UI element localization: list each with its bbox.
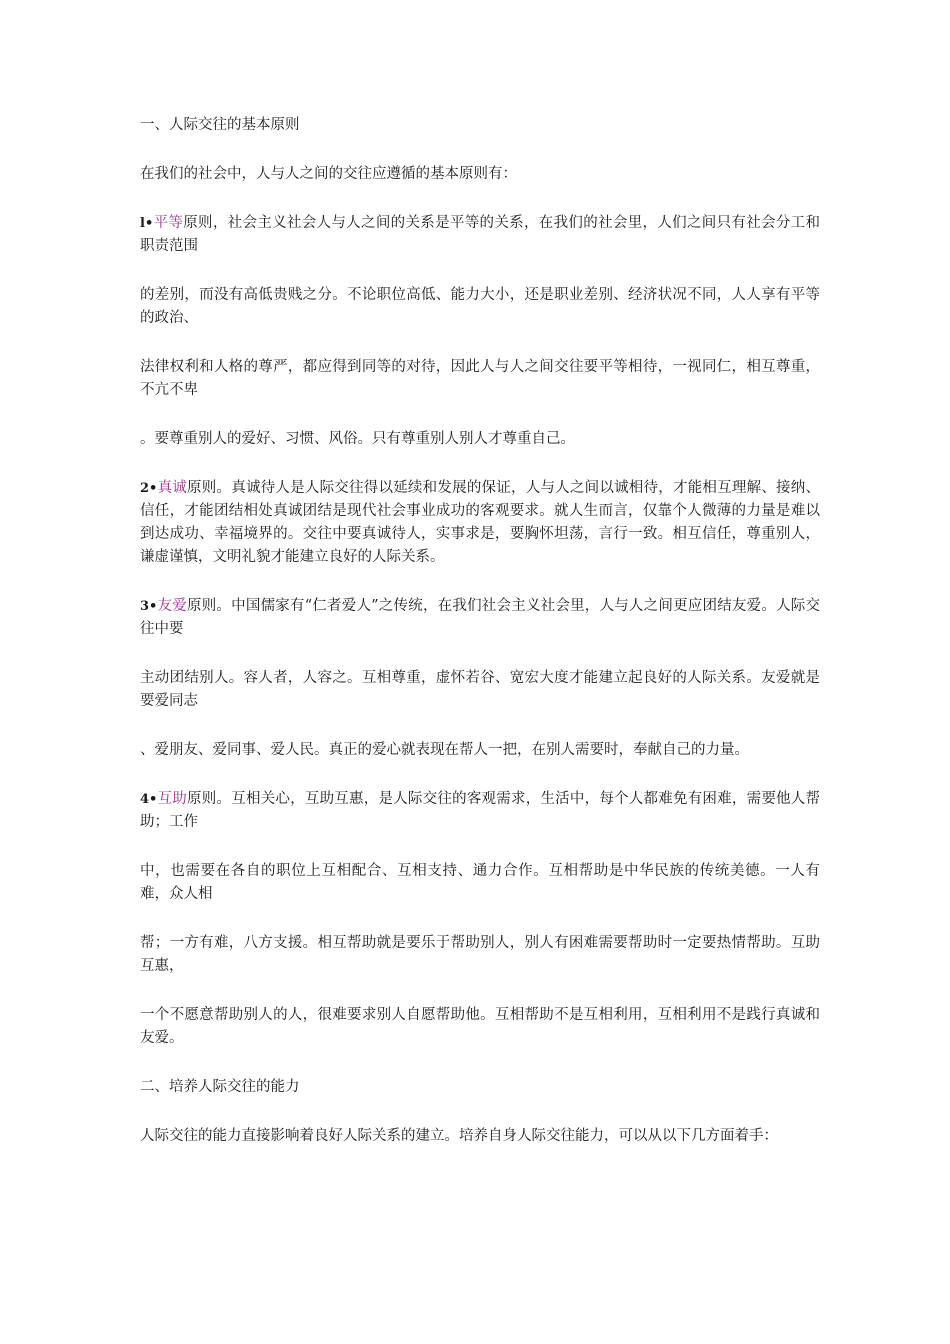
paragraph-text: 原则。真诚待人是人际交往得以延续和发展的保证，人与人之间以诚相待，才能相互理解、接纳、信任，才能团结相处真诚团结是现代社会事业成功的客观要求。就人生而言，仅靠个人微薄的力量是难以到达成功、幸福境界的。交往中要真诚待人，实事求是，要胸怀坦荡，言行一致。相互信任，尊重别人，谦虚谨慎，文明礼貌才能建立良好的人际关系。 — [140, 480, 821, 565]
paragraph-text: 原则。中国儒家有“仁者爱人”之传统，在我们社会主义社会里，人与人之间更应团结友爱。人际交往中要 — [140, 598, 820, 637]
principle-friendship-paragraph — [140, 595, 820, 641]
document-page — [140, 114, 820, 1174]
equality-continued-3: 。要尊重别人的爱好、习惯、风俗。只有尊重别人别人才尊重自己。 — [140, 431, 575, 447]
keyword-equality: 平等 — [153, 215, 184, 231]
mutual-aid-continued-3: 一个不愿意帮助别人的人，很难要求别人自愿帮助他。互相帮助不是互相利用，互相利用不是践行真诚和友爱。 — [140, 1007, 820, 1046]
keyword-mutual-aid: 互助 — [157, 791, 188, 807]
list-number: 3• — [140, 599, 158, 614]
paragraph-text: 原则。互相关心，互助互惠，是人际交往的客观需求，生活中，每个人都难免有困难，需要他人帮助；工作 — [140, 791, 821, 830]
keyword-friendship: 友爱 — [157, 598, 187, 614]
mutual-aid-continued-1: 中，也需要在各自的职位上互相配合、互相支持、通力合作。互相帮助是中华民族的传统美德。一人有难，众人相 — [140, 863, 820, 902]
list-number: l• — [140, 216, 154, 231]
section-heading-2: 二、培养人际交往的能力 — [140, 1079, 300, 1095]
keyword-sincerity: 真诚 — [157, 480, 188, 496]
friendship-continued-2: 、爱朋友、爱同事、爱人民。真正的爱心就表现在帮人一把，在别人需要时，奉献自己的力量。 — [140, 742, 749, 758]
mutual-aid-continued-2: 帮；一方有难，八方支援。相互帮助就是要乐于帮助别人，别人有困难需要帮助时一定要热情帮助。互助互惠， — [140, 935, 820, 974]
principle-sincerity-paragraph — [140, 477, 820, 569]
paragraph-text: 原则，社会主义社会人与人之间的关系是平等的关系，在我们的社会里，人们之间只有社会分工和职责范围 — [140, 215, 820, 254]
list-number: 4• — [140, 792, 158, 807]
equality-continued-2: 法律权利和人格的尊严，都应得到同等的对待，因此人与人之间交往要平等相待，一视同仁，相互尊重，不亢不卑 — [140, 359, 820, 398]
equality-continued-1: 的差别，而没有高低贵贱之分。不论职位高低、能力大小，还是职业差别、经济状况不同，人人享有平等的政治、 — [140, 287, 820, 326]
ability-paragraph: 人际交往的能力直接影响着良好人际关系的建立。培养自身人际交往能力，可以从以下几方面着手： — [140, 1128, 778, 1144]
section-heading-1: 一、人际交往的基本原则 — [140, 117, 300, 133]
list-number: 2• — [140, 481, 158, 496]
principle-equality-paragraph — [140, 212, 820, 258]
friendship-continued-1: 主动团结别人。容人者，人容之。互相尊重，虚怀若谷、宽宏大度才能建立起良好的人际关系。友爱就是要爱同志 — [140, 670, 820, 709]
intro-paragraph: 在我们的社会中，人与人之间的交往应遵循的基本原则有： — [140, 166, 517, 182]
principle-mutual-aid-paragraph — [140, 788, 820, 834]
